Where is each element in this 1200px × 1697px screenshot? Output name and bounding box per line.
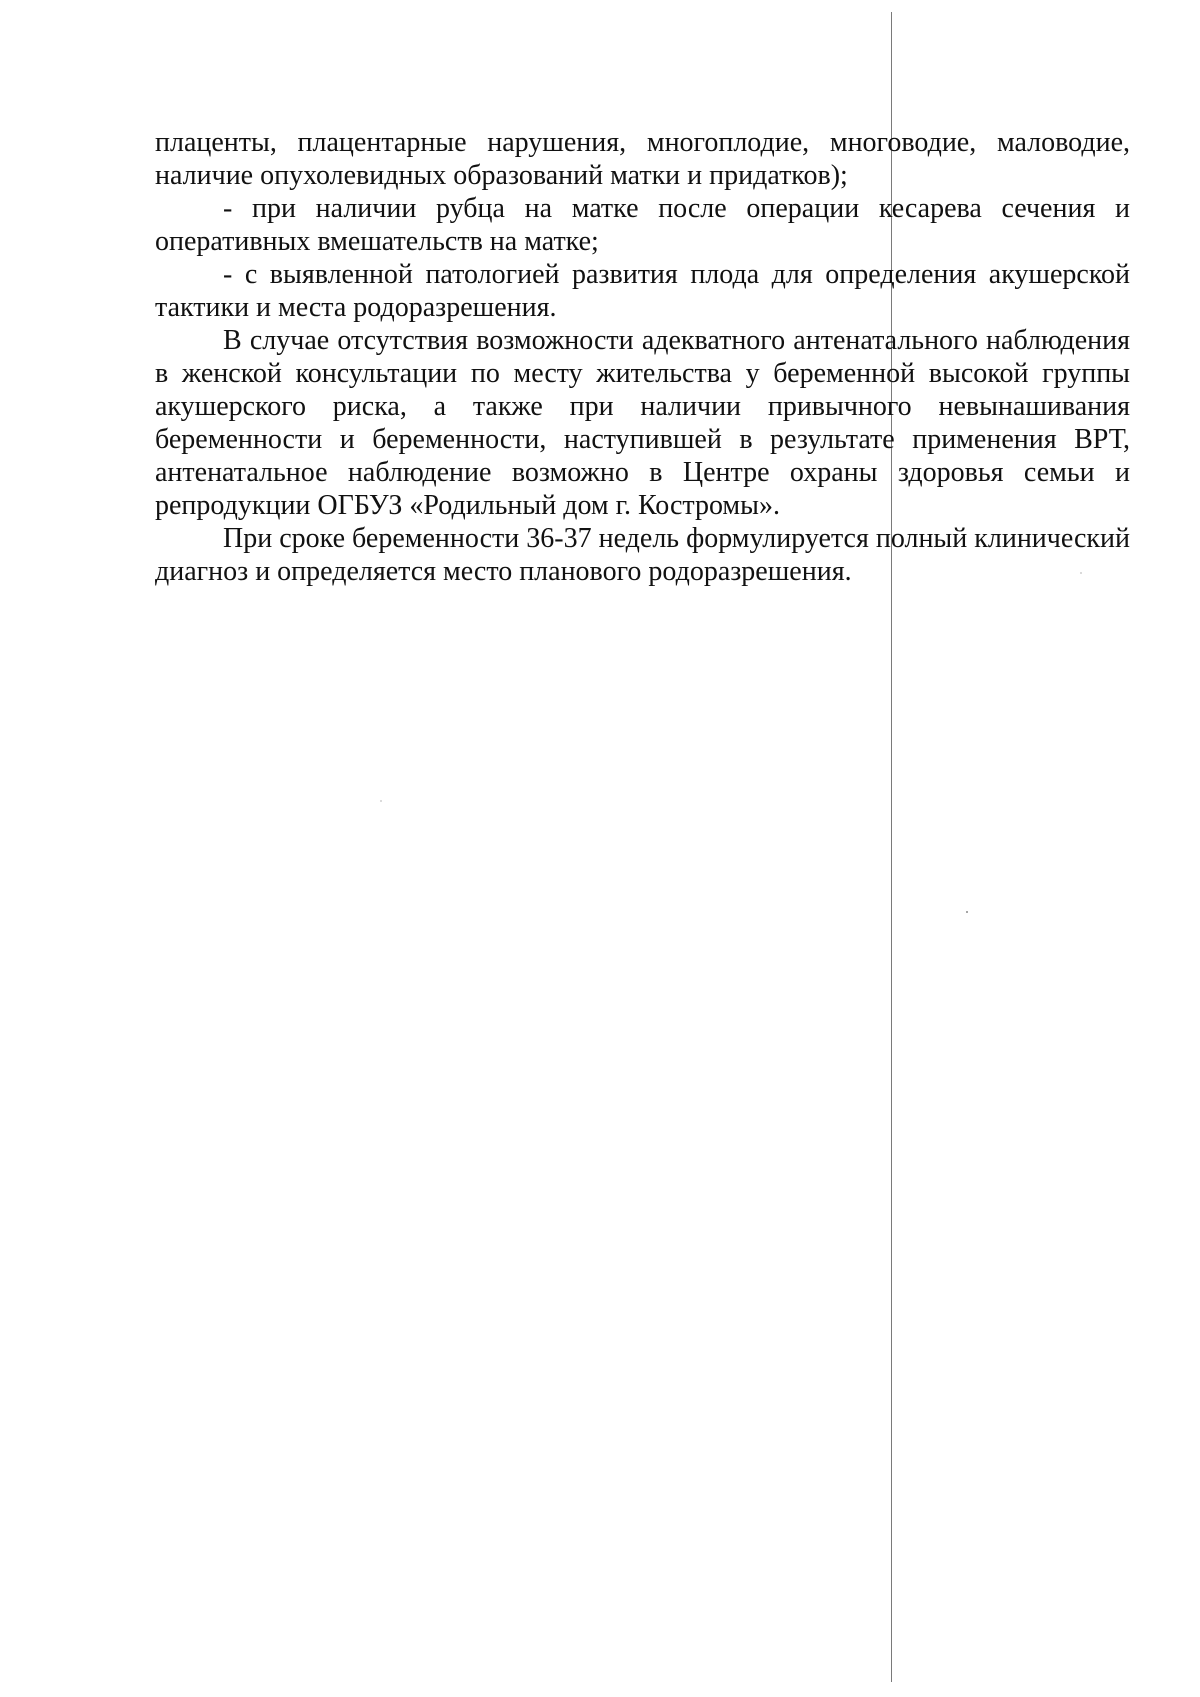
document-body	[155, 126, 1130, 588]
scan-speck	[966, 911, 968, 913]
paragraph-fetal-pathology: - с выявленной патологией развития плода для определения акушерской тактики и места родоразрешения.	[155, 259, 1130, 323]
paragraph-uterine-scar: - при наличии рубца на матке после операции кесарева сечения и оперативных вмешательств на матке;	[155, 193, 1130, 257]
paragraph-term-diagnosis: При сроке беременности 36-37 недель формулируется полный клинический диагноз и определяется место планового родоразрешения.	[155, 523, 1130, 587]
paragraph-placenta-list: плаценты, плацентарные нарушения, многоплодие, многоводие, маловодие, наличие опухолевидных образований матки и придатков);	[155, 127, 1130, 191]
paragraph-antenatal-observation: В случае отсутствия возможности адекватного антенатального наблюдения в женской консультации по месту жительства у беременной высокой группы акушерского риска, а также при наличии привычного невынашивания беременности и беременности, наступившей в результате применения ВРТ, антенатальное наблюдение возможно в Центре охраны здоровья семьи и репродукции ОГБУЗ «Родильный дом г. Костромы».	[155, 325, 1130, 521]
scan-speck	[380, 800, 382, 802]
